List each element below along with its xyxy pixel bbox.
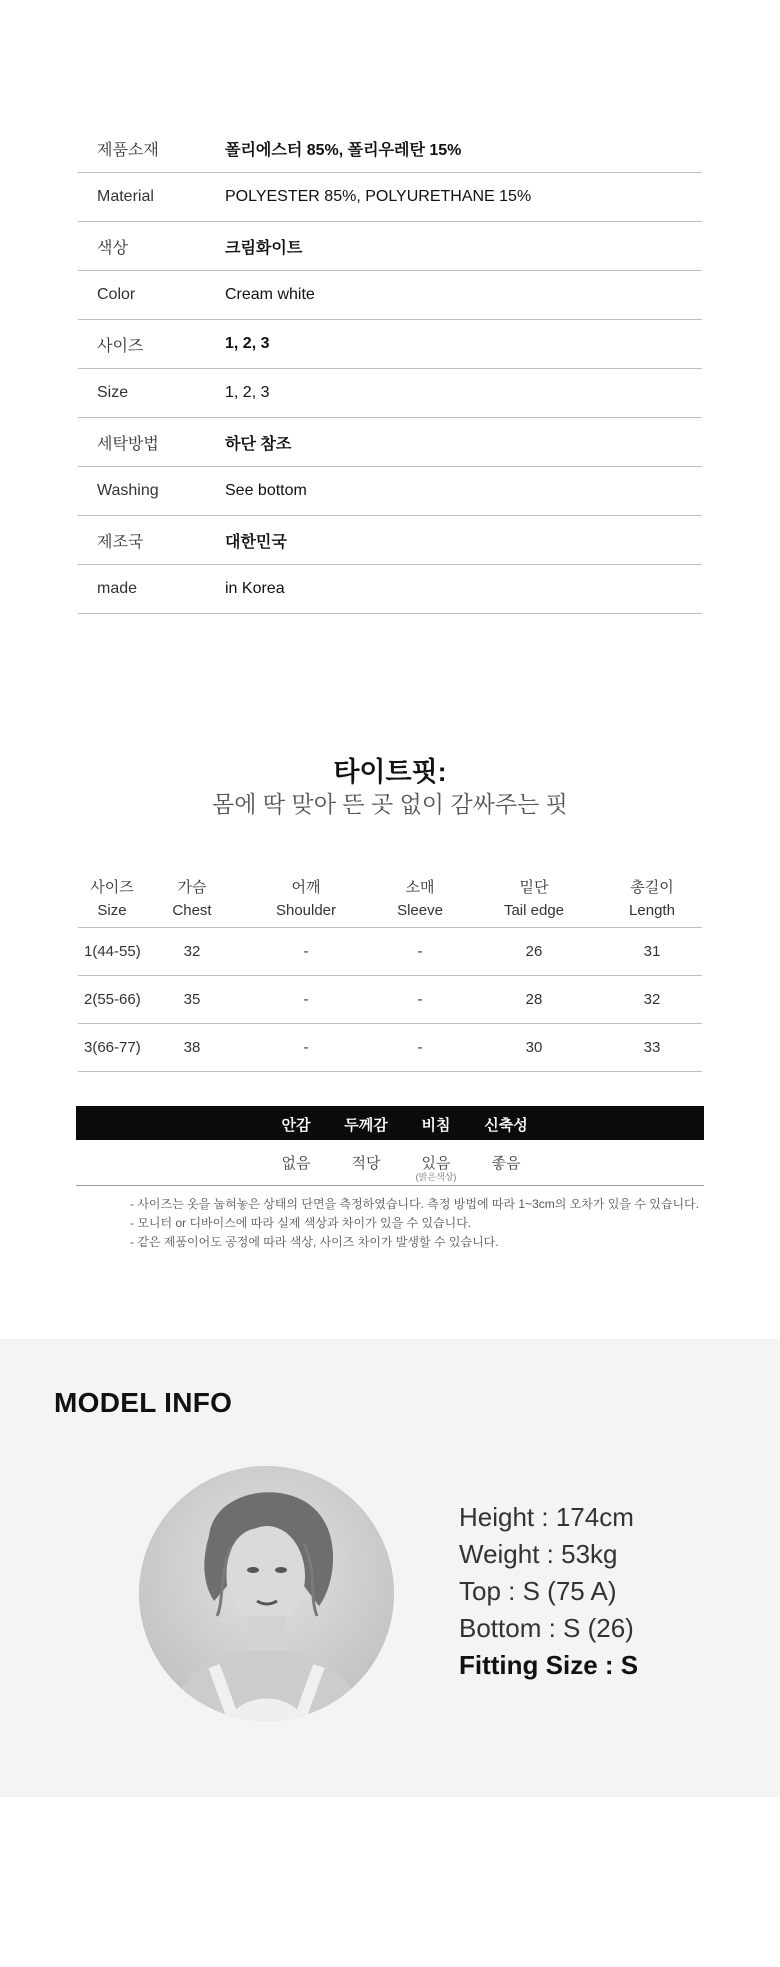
property-value-stretch: 좋음 (491, 1155, 521, 1172)
header-en: Length (629, 901, 675, 919)
header-ko: 가슴 (177, 878, 207, 896)
size-table (78, 870, 702, 1072)
property-label-stretch: 신축성 (484, 1117, 528, 1134)
header-en: Tail edge (503, 901, 565, 919)
model-weight: Weight : 53kg (459, 1539, 618, 1569)
header-en: Shoulder (275, 901, 337, 919)
property-value-sheerness: 있음 (421, 1155, 451, 1172)
header-cell-length (602, 870, 702, 927)
info-key: 색상 (97, 239, 128, 257)
property-label-sheerness: 비침 (421, 1117, 451, 1134)
info-value: Cream white (225, 286, 315, 303)
info-key: 세탁방법 (97, 435, 159, 453)
table-cell: 33 (643, 1039, 661, 1056)
table-cell: - (417, 943, 423, 960)
header-en: Size (97, 901, 127, 919)
header-ko: 사이즈 (90, 878, 134, 896)
header-cell-tail-edge (466, 870, 602, 927)
info-row-material-ko (78, 124, 702, 173)
info-value: See bottom (225, 482, 307, 499)
table-row (78, 1024, 702, 1072)
info-value: 1, 2, 3 (225, 335, 270, 352)
info-value: 크림화이트 (225, 239, 303, 257)
info-row-washing-ko (78, 418, 702, 467)
info-value: POLYESTER 85%, POLYURETHANE 15% (225, 188, 532, 205)
info-key: 제조국 (97, 533, 144, 551)
table-cell: 31 (643, 943, 661, 960)
property-value-note: (밝은색상) (415, 1172, 457, 1182)
property-value-thickness: 적당 (351, 1155, 381, 1172)
table-cell: 32 (643, 991, 661, 1008)
info-value: in Korea (225, 580, 285, 597)
note-line: - 같은 제품이어도 공정에 따라 색상, 사이즈 차이가 발생할 수 있습니다. (130, 1235, 499, 1249)
info-key: made (97, 580, 138, 597)
info-key: Material (97, 188, 154, 205)
table-cell: 28 (525, 991, 543, 1008)
note-line: - 사이즈는 옷을 눕혀놓은 상태의 단면을 측정하였습니다. 측정 방법에 따라 1~3cm의 오차가 있을 수 있습니다. (130, 1197, 699, 1211)
header-ko: 소매 (405, 878, 435, 896)
header-cell-sleeve (374, 870, 466, 927)
header-cell-shoulder (238, 870, 374, 927)
model-bottom-size: Bottom : S (26) (459, 1613, 634, 1643)
table-cell: - (303, 991, 309, 1008)
table-cell: 26 (525, 943, 543, 960)
property-values (76, 1140, 704, 1186)
header-ko: 총길이 (630, 878, 674, 896)
info-row-color-ko (78, 222, 702, 271)
table-cell: 2(55-66) (84, 991, 141, 1008)
table-cell: - (303, 943, 309, 960)
info-row-origin-en (78, 565, 702, 614)
header-ko: 어깨 (291, 878, 321, 896)
table-cell: 30 (525, 1039, 543, 1056)
table-cell: 32 (183, 943, 201, 960)
model-info-section (0, 1339, 780, 1797)
fit-subtitle: 몸에 딱 맞아 뜬 곳 없이 감싸주는 핏 (212, 791, 568, 817)
model-info-title: MODEL INFO (54, 1387, 233, 1418)
table-cell: 38 (183, 1039, 201, 1056)
info-key: 사이즈 (97, 337, 144, 355)
property-header-bar (76, 1106, 704, 1140)
header-cell-size (78, 870, 146, 927)
model-height: Height : 174cm (459, 1502, 634, 1532)
model-portrait-illustration (139, 1466, 394, 1721)
table-cell: - (303, 1039, 309, 1056)
info-value: 하단 참조 (225, 435, 292, 453)
info-value: 폴리에스터 85%, 폴리우레탄 15% (225, 141, 462, 159)
table-row (78, 976, 702, 1024)
info-row-origin-ko (78, 516, 702, 565)
header-cell-chest (146, 870, 238, 927)
table-row (78, 928, 702, 976)
header-en: Chest (172, 901, 212, 919)
model-stats (459, 1499, 638, 1684)
model-photo (139, 1466, 394, 1721)
info-row-size-ko (78, 320, 702, 369)
info-row-color-en (78, 271, 702, 320)
info-value: 1, 2, 3 (225, 384, 270, 401)
table-cell: 35 (183, 991, 201, 1008)
note-line: - 모니터 or 디바이스에 따라 실제 색상과 차이가 있을 수 있습니다. (130, 1216, 472, 1230)
model-fitting-size: Fitting Size : S (459, 1650, 639, 1680)
table-cell: 3(66-77) (84, 1039, 141, 1056)
table-cell: - (417, 1039, 423, 1056)
table-cell: - (417, 991, 423, 1008)
info-row-material-en (78, 173, 702, 222)
property-value-lining: 없음 (281, 1155, 311, 1172)
fit-title: 타이트핏: (333, 757, 447, 787)
notes (130, 1195, 699, 1252)
info-row-size-en (78, 369, 702, 418)
property-label-thickness: 두께감 (344, 1117, 388, 1134)
info-value: 대한민국 (225, 533, 287, 551)
info-key: Color (97, 286, 136, 303)
model-top-size: Top : S (75 A) (459, 1576, 617, 1606)
product-info-table (78, 124, 702, 614)
property-label-lining: 안감 (281, 1117, 311, 1134)
info-key: Size (97, 384, 129, 401)
header-ko: 밑단 (519, 878, 549, 896)
info-key: 제품소재 (97, 141, 159, 159)
info-row-washing-en (78, 467, 702, 516)
header-en: Sleeve (397, 901, 443, 919)
info-key: Washing (97, 482, 159, 499)
size-table-header (78, 870, 702, 928)
table-cell: 1(44-55) (84, 943, 141, 960)
